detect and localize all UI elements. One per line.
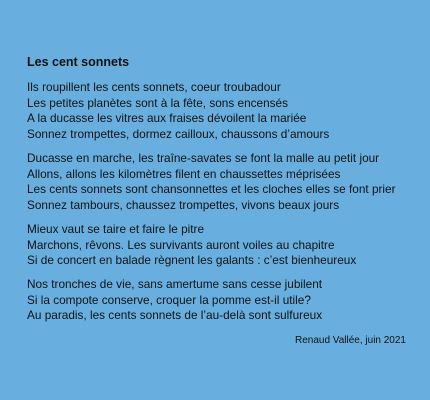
- verse-line: Les cents sonnets sont chansonnettes et les cloches elles se font prier: [27, 182, 396, 197]
- poem-title: Les cent sonnets: [27, 55, 130, 69]
- verse-line: Sonnez trompettes, dormez cailloux, chaussons d’amours: [27, 126, 330, 141]
- verse-line: A la ducasse les vitres aux fraises dévoilent la mariée: [27, 111, 307, 126]
- verse-line: Sonnez tambours, chaussez trompettes, vivons beaux jours: [27, 197, 340, 212]
- verse-line: Ils roupillent les cents sonnets, coeur troubadour: [27, 80, 281, 94]
- stanza-3: [27, 222, 422, 269]
- verse-line: Si la compote conserve, croquer la pomme est-il utile?: [27, 292, 311, 307]
- stanza-1: [27, 80, 422, 142]
- verse-line: Marchons, rêvons. Les survivants auront voiles au chapitre: [27, 237, 335, 252]
- verse-line: Si de concert en balade règnent les galants : c’est bienheureux: [27, 253, 357, 268]
- verse-line: Ducasse en marche, les traîne-savates se font la malle au petit jour: [27, 151, 380, 165]
- verse-line: Les petites planètes sont à la fête, sons encensés: [27, 95, 289, 110]
- verse-line: Au paradis, les cents sonnets de l’au-delà sont sulfureux: [27, 308, 323, 323]
- stanza-2: [27, 151, 422, 213]
- verse-line: Allons, allons les kilomètres filent en chaussettes méprisées: [27, 166, 341, 181]
- poem-signature: Renaud Vallée, juin 2021: [294, 335, 406, 346]
- verse-line: Mieux vaut se taire et faire le pitre: [27, 222, 205, 236]
- verse-line: Nos tronches de vie, sans amertume sans cesse jubilent: [27, 277, 323, 291]
- stanza-4: [27, 277, 422, 324]
